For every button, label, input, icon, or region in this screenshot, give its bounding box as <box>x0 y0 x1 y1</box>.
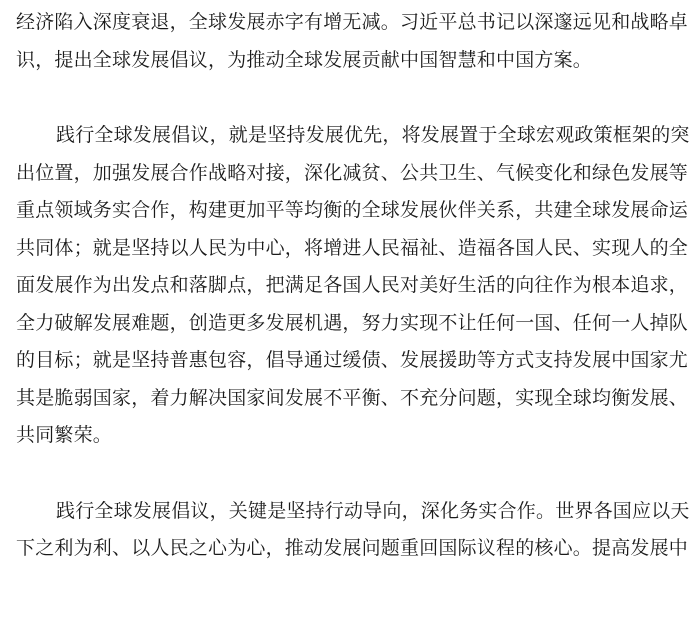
paragraph-2 <box>16 117 690 455</box>
paragraph-1 <box>16 4 689 79</box>
text-line: 共同体；就是坚持以人民为中心，将增进人民福祉、造福各国人民、实现人的全 <box>16 236 689 259</box>
text-line: 共同繁荣。 <box>16 424 113 446</box>
text-line: 面发展作为出发点和落脚点，把满足各国人民对美好生活的向往作为根本追求， <box>16 274 689 296</box>
text-line: 识，提出全球发展倡议，为推动全球发展贡献中国智慧和中国方案。 <box>16 48 593 71</box>
text-line: 全力破解发展难题，创造更多发展机遇，努力实现不让任何一国、任何一人掉队 <box>16 311 689 334</box>
paragraph-spacer <box>16 79 626 117</box>
paragraph-3 <box>16 493 690 568</box>
text-line-first: 践行全球发展倡议，就是坚持发展优先，将发展置于全球宏观政策框架的突 <box>56 124 690 146</box>
text-line: 的目标；就是坚持普惠包容，倡导通过缓债、发展援助等方式支持发展中国家尤 <box>16 349 689 371</box>
text-line: 其是脆弱国家，着力解决国家间发展不平衡、不充分问题，实现全球均衡发展、 <box>16 386 689 409</box>
text-line: 出位置，加强发展合作战略对接，深化减贫、公共卫生、气候变化和绿色发展等 <box>16 161 689 184</box>
text-line: 重点领域务实合作，构建更加平等均衡的全球发展伙伴关系，共建全球发展命运 <box>16 199 689 221</box>
text-line: 下之利为利、以人民之心为心，推动发展问题重回国际议程的核心。提高发展中 <box>16 537 689 559</box>
text-line: 经济陷入深度衰退，全球发展赤字有增无减。习近平总书记以深邃远见和战略卓 <box>16 11 689 33</box>
text-line-first: 践行全球发展倡议，关键是坚持行动导向，深化务实合作。世界各国应以天 <box>56 499 690 522</box>
paragraph-spacer <box>16 455 626 493</box>
